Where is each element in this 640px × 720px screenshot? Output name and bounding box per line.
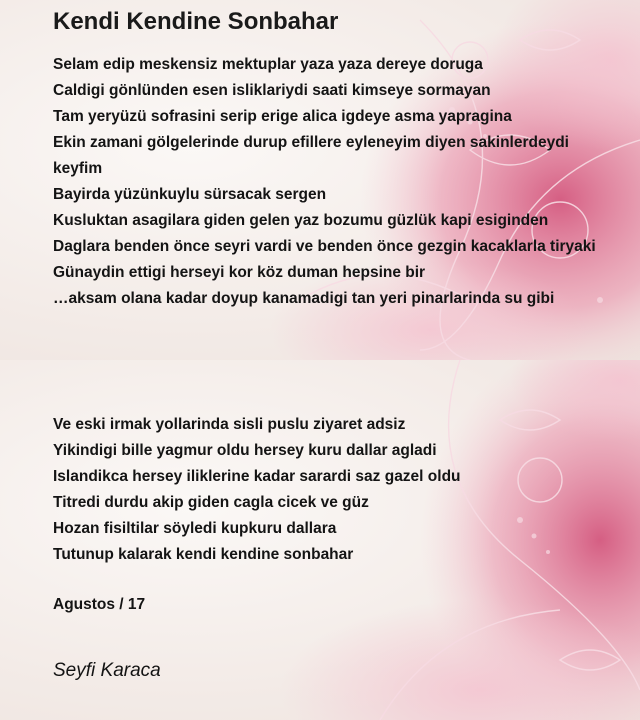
poem-author: Seyfi Karaca	[53, 660, 161, 681]
poem-line: Caldigi gönlünden esen isliklariydi saati kimseye sormayan	[53, 82, 491, 99]
poem-line: Yikindigi bille yagmur oldu hersey kuru dallar agladi	[53, 442, 437, 459]
poem-line: Tam yeryüzü sofrasini serip erige alica igdeye asma yapragina	[53, 108, 512, 125]
poem-line: Kusluktan asagilara giden gelen yaz bozumu güzlük kapi esiginden	[53, 212, 549, 229]
poem-line: …aksam olana kadar doyup kanamadigi tan yeri pinarlarinda su gibi	[53, 290, 555, 307]
stanza-1	[53, 52, 596, 312]
poem-title: Kendi Kendine Sonbahar	[53, 8, 339, 35]
poem-line: Tutunup kalarak kendi kendine sonbahar	[53, 546, 354, 563]
poem-line: Ve eski irmak yollarinda sisli puslu ziyaret adsiz	[53, 416, 406, 433]
poem-line: Bayirda yüzünkuylu sürsacak sergen	[53, 186, 327, 203]
poem-line: Daglara benden önce seyri vardi ve benden önce gezgin kacaklarla tiryaki	[53, 238, 596, 255]
poem-date: Agustos / 17	[53, 596, 146, 613]
poem-line: Islandikca hersey iliklerine kadar sarardi saz gazel oldu	[53, 468, 461, 485]
poem-line: Hozan fisiltilar söyledi kupkuru dallara	[53, 520, 337, 537]
poem-line: Titredi durdu akip giden cagla cicek ve güz	[53, 494, 369, 511]
poem-line: Ekin zamani gölgelerinde durup efillere eyleneyim diyen sakinlerdeydi	[53, 134, 569, 151]
poem-line: Selam edip meskensiz mektuplar yaza yaza dereye doruga	[53, 56, 483, 73]
poem-line: keyfim	[53, 160, 103, 177]
poem-line: Günaydin ettigi herseyi kor köz duman hepsine bir	[53, 264, 426, 281]
stanza-2	[53, 412, 461, 568]
